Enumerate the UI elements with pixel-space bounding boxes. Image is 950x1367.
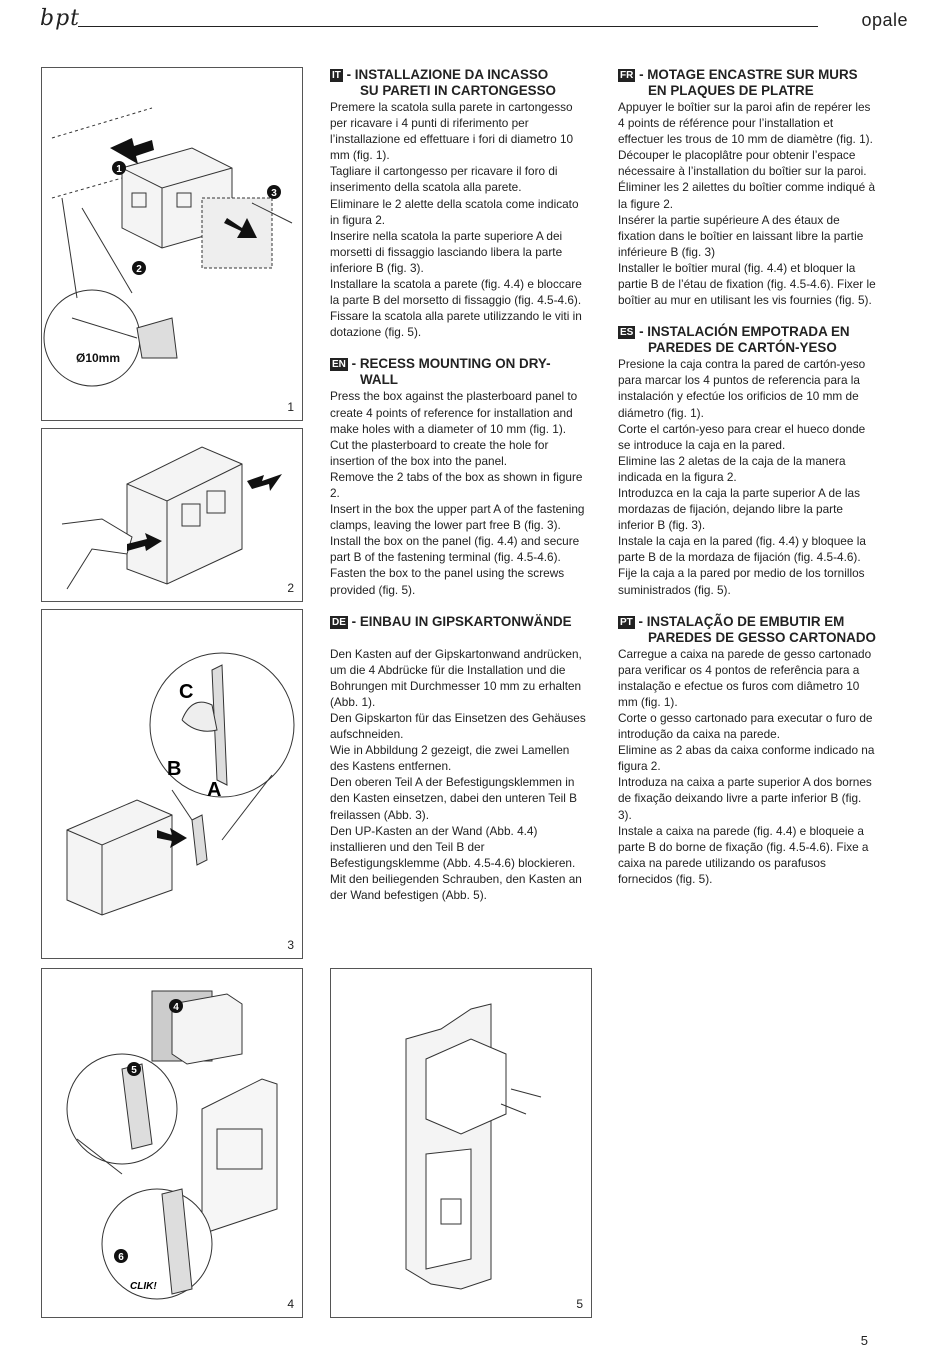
section-pt xyxy=(618,614,878,887)
section-it-paragraph: Eliminare le 2 alette della scatola come indicato in figura 2. xyxy=(330,196,579,227)
brand-name: opale xyxy=(861,10,908,30)
callout-6: 6 xyxy=(118,1252,124,1263)
section-pt-paragraph: Elimine as 2 abas da caixa conforme indicado na figura 2. xyxy=(618,743,875,774)
section-pt-paragraph: Carregue a caixa na parede de gesso cartonado para verificar os 4 pontos de referência para a instalação e efectue os furos com diâmetro 10 mm (fig. 1). xyxy=(618,646,872,709)
page-header xyxy=(0,0,950,40)
section-es xyxy=(618,324,878,597)
figure-1-illustration xyxy=(42,68,302,420)
callout-4: 4 xyxy=(173,1002,179,1013)
callout-5: 5 xyxy=(131,1065,137,1076)
section-pt-paragraph: Corte o gesso cartonado para executar o furo de introdução da caixa na parede. xyxy=(618,711,873,742)
section-it-paragraph: Fissare la scatola alla parete utilizzando le viti in dotazione (fig. 5). xyxy=(330,309,582,340)
section-fr-paragraph: Insérer la partie supérieure A des étaux de fixation dans le boîtier en laissant libre la partie inférieure B (fig. 3) xyxy=(618,212,864,259)
section-en-title: EN - RECESS MOUNTING ON DRY- WALL xyxy=(332,356,551,388)
section-fr-paragraph: Découper le placoplâtre pour obtenir l’espace nécessaire à l’installation du boîtier sur la paroi. xyxy=(618,148,867,179)
section-fr-title: FR - MOTAGE ENCASTRE SUR MURS EN PLAQUES DE PLATRE xyxy=(620,67,858,98)
figure-5 xyxy=(330,968,592,1318)
section-es-paragraph: Instale la caja en la pared (fig. 4.4) y bloquee la parte B de la mordaza de fijación (fig. 4.5-4.6). Fije la caja a la pared por medio de los tornillos suministrados (fig. 5). xyxy=(618,534,866,597)
section-de-paragraph: Den UP-Kasten an der Wand (Abb. 4.4) installieren und den Teil B der Befestigungsklemme (Abb. 4.5-4.6) blockieren. Mit den beiliegenden Schrauben, den Kasten an der Wand befestigen (Abb. 5). xyxy=(330,823,582,903)
section-es-paragraph: Introduzca en la caja la parte superior A de las mordazas de fijación, dejando libre la parte inferior B (fig. 3). xyxy=(618,485,860,533)
figure-4-number: 4 xyxy=(287,1297,294,1311)
section-de-paragraph: Den Kasten auf der Gipskartonwand andrücken, um die 4 Abdrücke für die Installation und die Bohrungen mit Durchmesser 10 mm zu erhalten (Abb. 1). xyxy=(330,646,582,709)
section-de-paragraph: Den oberen Teil A der Befestigungsklemmen in den Kasten einsetzen, dabei den unteren Teil B freilassen (Abb. 3). xyxy=(330,775,578,822)
section-en-paragraph: Remove the 2 tabs of the box as shown in figure 2. xyxy=(330,469,583,500)
section-en-paragraph: Cut the plasterboard to create the hole for insertion of the box into the panel. xyxy=(330,437,549,468)
section-fr-paragraph: Installer le boîtier mural (fig. 4.4) et bloquer la partie B de l’étau de fixation (fig. 4.5-4.6). Fixer le boîtier au mur en utilisant les vis fournies (fig. 5). xyxy=(618,260,876,308)
text-column-middle xyxy=(330,67,590,913)
text-column-right xyxy=(618,67,878,897)
section-en xyxy=(330,356,590,597)
section-fr-paragraph: Appuyer le boîtier sur la paroi afin de repérer les 4 points de référence pour l’installation et effectuer les trous de 10 mm de diamètre (fig. 1). xyxy=(618,100,873,147)
section-de-paragraph: Den Gipskarton für das Einsetzen des Gehäuses aufschneiden. xyxy=(330,711,586,742)
section-es-paragraph: Corte el cartón-yeso para crear el hueco donde se introduce la caja en la pared. xyxy=(618,421,866,452)
section-en-paragraph: Insert in the box the upper part A of the fastening clamps, leaving the lower part free B (fig. 3). xyxy=(330,502,585,533)
figure-5-illustration xyxy=(331,969,591,1317)
section-es-paragraph: Presione la caja contra la pared de cartón-yeso para marcar los 4 puntos de referencia para la instalación y efectúe los orificios de 10 mm de diámetro (fig. 1). xyxy=(618,357,866,420)
drill-diameter-label: Ø10mm xyxy=(76,351,121,365)
page-number: 5 xyxy=(860,1333,868,1348)
label-c: C xyxy=(179,681,194,703)
section-pt-title: PT - INSTALAÇÃO DE EMBUTIR EM PAREDES DE GESSO CARTONADO xyxy=(620,613,876,645)
section-de-title: DE - EINBAU IN GIPSKARTONWÄNDE xyxy=(332,613,572,629)
section-en-paragraph: Install the box on the panel (fig. 4.4) and secure part B of the fastening terminal (fig. 4.5-4.6). Fasten the box to the panel using the screws provided (fig. 5). xyxy=(330,534,580,597)
figure-1 xyxy=(41,67,303,421)
section-pt-paragraph: Introduza na caixa a parte superior A dos bornes de fixação deixando livre a parte inferior B (fig. 3). xyxy=(618,775,872,822)
lang-badge-fr: FR xyxy=(620,70,634,81)
section-de xyxy=(330,614,590,904)
section-it xyxy=(330,67,590,340)
figure-4 xyxy=(41,968,303,1318)
callout-2: 2 xyxy=(136,264,142,275)
section-fr xyxy=(618,67,878,308)
section-it-paragraph: Inserire nella scatola la parte superiore A dei morsetti di fissaggio lasciando libera la parte inferiore B (fig. 3). xyxy=(330,228,563,275)
figure-2 xyxy=(41,428,303,602)
section-es-title: ES - INSTALACIÓN EMPOTRADA EN PAREDES DE CARTÓN-YESO xyxy=(620,324,850,356)
section-es-paragraph: Elimine las 2 aletas de la caja de la manera indicada en la figura 2. xyxy=(618,453,846,484)
section-it-paragraph: Tagliare il cartongesso per ricavare il foro di inserimento della scatola alla parete. xyxy=(330,164,558,195)
label-b: B xyxy=(167,758,182,780)
section-fr-paragraph: Éliminer les 2 ailettes du boîtier comme indiqué à la figure 2. xyxy=(618,180,876,211)
figure-1-number: 1 xyxy=(287,400,294,414)
figure-3 xyxy=(41,609,303,959)
lang-badge-de: DE xyxy=(332,616,346,628)
figure-2-number: 2 xyxy=(287,581,294,595)
lang-badge-it: IT xyxy=(332,70,341,81)
header-rule xyxy=(78,26,818,27)
clik-label: CLIK! xyxy=(130,1281,157,1292)
section-it-paragraph: Installare la scatola a parete (fig. 4.4) e bloccare la parte B del morsetto di fissaggio (fig. 4.5-4.6). xyxy=(330,277,582,308)
bpt-logo: bpt xyxy=(40,6,81,31)
section-en-paragraph: Press the box against the plasterboard panel to create 4 points of reference for installation and make holes with a diameter of 10 mm (fig. 1). xyxy=(330,389,578,436)
label-a: A xyxy=(207,779,222,801)
section-de-paragraph: Wie in Abbildung 2 gezeigt, die zwei Lamellen des Kastens entfernen. xyxy=(330,743,570,774)
callout-1: 1 xyxy=(116,164,122,175)
lang-badge-es: ES xyxy=(620,327,634,339)
figure-5-number: 5 xyxy=(576,1297,583,1311)
figure-2-illustration xyxy=(42,429,302,601)
lang-badge-pt: PT xyxy=(620,616,633,628)
section-pt-paragraph: Instale a caixa na parede (fig. 4.4) e bloqueie a parte B do borne de fixação (fig. 4.5-4.6). Fixe a caixa na parede utilizando os parafusos fornecidos (fig. 5). xyxy=(618,823,869,886)
figure-3-illustration xyxy=(42,610,302,958)
section-it-paragraph: Premere la scatola sulla parete in cartongesso per ricavare i 4 punti di riferimento per l’installazione ed effettuare i fori di diametro 10 mm (fig. 1). xyxy=(330,100,574,163)
callout-3: 3 xyxy=(271,188,277,199)
figure-3-number: 3 xyxy=(287,938,294,952)
lang-badge-en: EN xyxy=(332,359,346,371)
figure-4-illustration xyxy=(42,969,302,1317)
section-it-title: IT - INSTALLAZIONE DA INCASSO SU PARETI IN CARTONGESSO xyxy=(332,67,556,98)
